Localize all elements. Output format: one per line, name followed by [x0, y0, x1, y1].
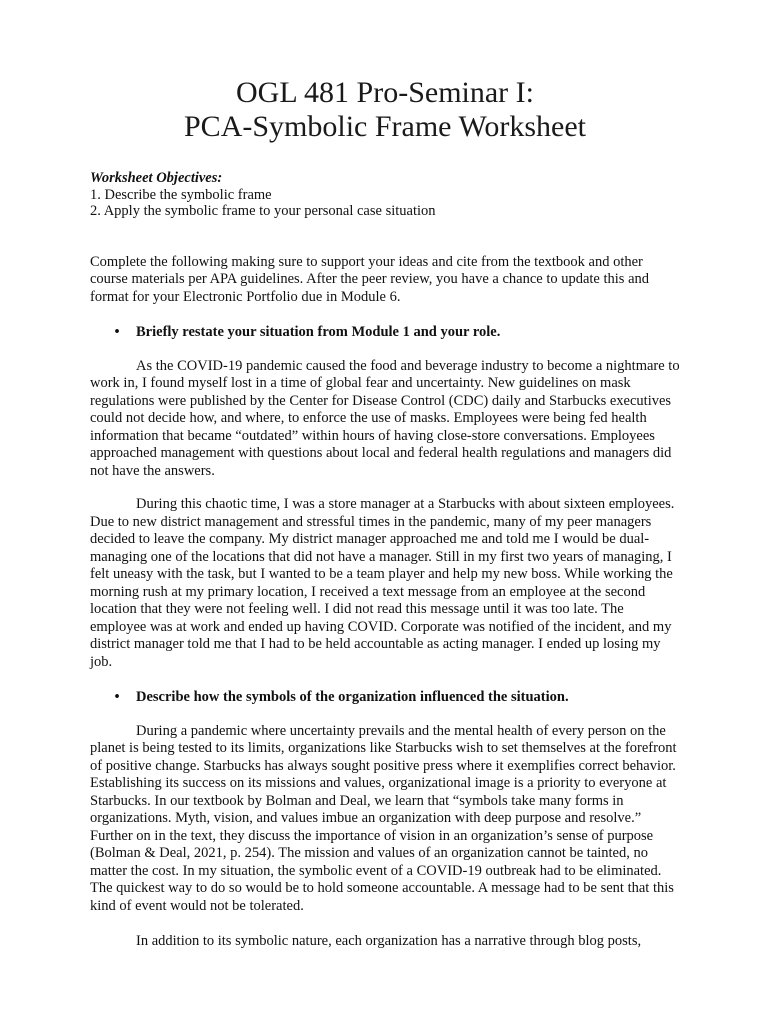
- bullet-icon: •: [114, 324, 120, 340]
- body-paragraph: During a pandemic where uncertainty prevails and the mental health of every person on the planet is being tested to its limits, organizations like Starbucks wish to set themselves at the forefront of positive change. Starbucks has always sought positive press where it exemplifies correct behavior. Establishing its success on its missions and values, organizational image is a priority to everyone at Starbucks. In our textbook by Bolman and Deal, we learn that “symbols take many forms in organizations. Myth, vision, and values imbue an organization with deep purpose and resolve.” Further on in the text, they discuss the importance of vision in an organization’s sense of purpose (Bolman & Deal, 2021, p. 254). The mission and values of an organization cannot be tainted, no matter the cost. In my situation, the symbolic event of a COVID-19 outbreak had to be eliminated. The quickest way to do so would be to hold someone accountable. A message had to be sent that this kind of event would not be tolerated.: [90, 722, 677, 914]
- worksheet-title: [90, 76, 680, 144]
- title-line-2: PCA-Symbolic Frame Worksheet: [184, 110, 586, 143]
- body-paragraph: As the COVID-19 pandemic caused the food and beverage industry to become a nightmare to work in, I found myself lost in a time of global fear and uncertainty. New guidelines on mask regulations were published by the Center for Disease Control (CDC) daily and Starbucks executives could not decide how, and where, to enforce the use of masks. Employees were being fed health information that became “outdated” within hours of having close-store conversations. Employees approached management with questions about local and federal health regulations and managers did not have the answers.: [90, 357, 680, 479]
- section-prompt: [90, 324, 680, 342]
- objectives-heading: Worksheet Objectives:: [90, 170, 223, 186]
- worksheet-objectives: [90, 170, 680, 220]
- body-paragraph: During this chaotic time, I was a store manager at a Starbucks with about sixteen employees. Due to new district management and stressful times in the pandemic, many of my peer managers decided to leave the company. My district manager approached me and told me I would be dual-managing one of the locations that did not have a manager. Still in my first two years of managing, I felt uneasy with the task, but I wanted to be a team player and help my new boss. While working the morning rush at my primary location, I received a text message from an employee at the second location that they were not feeling well. I did not read this message until it was too late. The employee was at work and ended up having COVID. Corporate was notified of the incident, and my district manager told me that I had to be held accountable as acting manager. I ended up losing my job.: [90, 496, 675, 670]
- section-prompt: [90, 689, 680, 707]
- intro-paragraph: Complete the following making sure to support your ideas and cite from the textbook and other course materials per APA guidelines. After the peer review, you have a chance to update this and format for your Electronic Portfolio due in Module 6.: [90, 253, 650, 305]
- section-prompt-text: Describe how the symbols of the organization influenced the situation.: [136, 689, 569, 705]
- objective-item: 1. Describe the symbolic frame: [90, 186, 272, 203]
- title-line-1: OGL 481 Pro-Seminar I:: [235, 76, 534, 109]
- section-prompt-text: Briefly restate your situation from Module 1 and your role.: [136, 324, 501, 340]
- objective-item: 2. Apply the symbolic frame to your personal case situation: [90, 203, 436, 219]
- bullet-icon: •: [114, 689, 120, 705]
- document-page: [90, 76, 680, 951]
- body-paragraph: In addition to its symbolic nature, each organization has a narrative through blog posts,: [136, 933, 642, 949]
